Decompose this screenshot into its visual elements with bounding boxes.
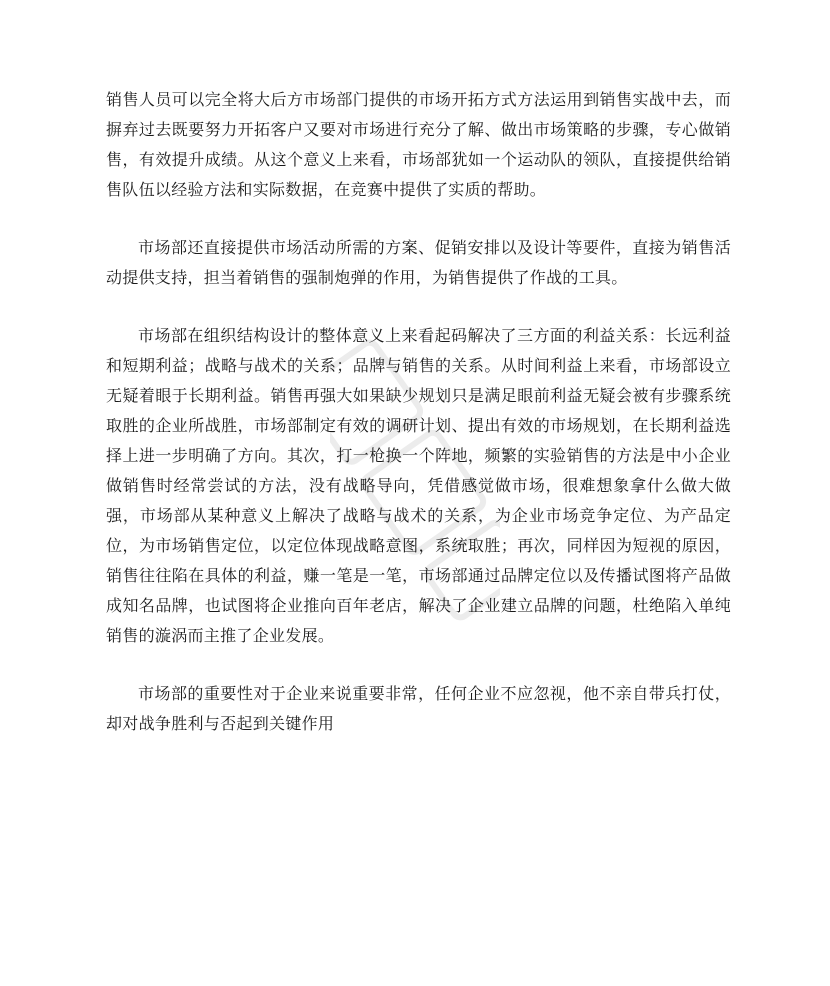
paragraph-2: 市场部还直接提供市场活动所需的方案、促销安排以及设计等要件，直接为销售活动提供支持，担当着销售的强制炮弹的作用，为销售提供了作战的工具。	[106, 238, 731, 287]
document-body	[106, 85, 731, 767]
paragraph-1: 销售人员可以完全将大后方市场部门提供的市场开拓方式方法运用到销售实战中去，而摒弃过去既要努力开拓客户又要对市场进行充分了解、做出市场策略的步骤，专心做销售，有效提升成绩。从这个意义上来看，市场部犹如一个运动队的领队，直接提供给销售队伍以经验方法和实际数据，在竞赛中提供了实质的帮助。	[106, 90, 731, 199]
paragraph-3: 市场部在组织结构设计的整体意义上来看起码解决了三方面的利益关系：长远利益和短期利益；战略与战术的关系；品牌与销售的关系。从时间利益上来看，市场部设立无疑着眼于长期利益。销售再强大如果缺少规划只是满足眼前利益无疑会被有步骤系统取胜的企业所战胜，市场部制定有效的调研计划、提出有效的市场规划，在长期利益选择上进一步明确了方向。其次，打一枪换一个阵地，频繁的实验销售的方法是中小企业做销售时经常尝试的方法，没有战略导向，凭借感觉做市场，很难想象拿什么做大做强，市场部从某种意义上解决了战略与战术的关系，为企业市场竞争定位、为产品定位，为市场销售定位，以定位体现战略意图，系统取胜；再次，同样因为短视的原因，销售往往陷在具体的利益，赚一笔是一笔，市场部通过品牌定位以及传播试图将产品做成知名品牌，也试图将企业推向百年老店，解决了企业建立品牌的问题，杜绝陷入单纯销售的漩涡而主推了企业发展。	[106, 326, 731, 645]
paragraph-4: 市场部的重要性对于企业来说重要非常，任何企业不应忽视，他不亲自带兵打仗，却对战争胜利与否起到关键作用	[106, 684, 731, 733]
